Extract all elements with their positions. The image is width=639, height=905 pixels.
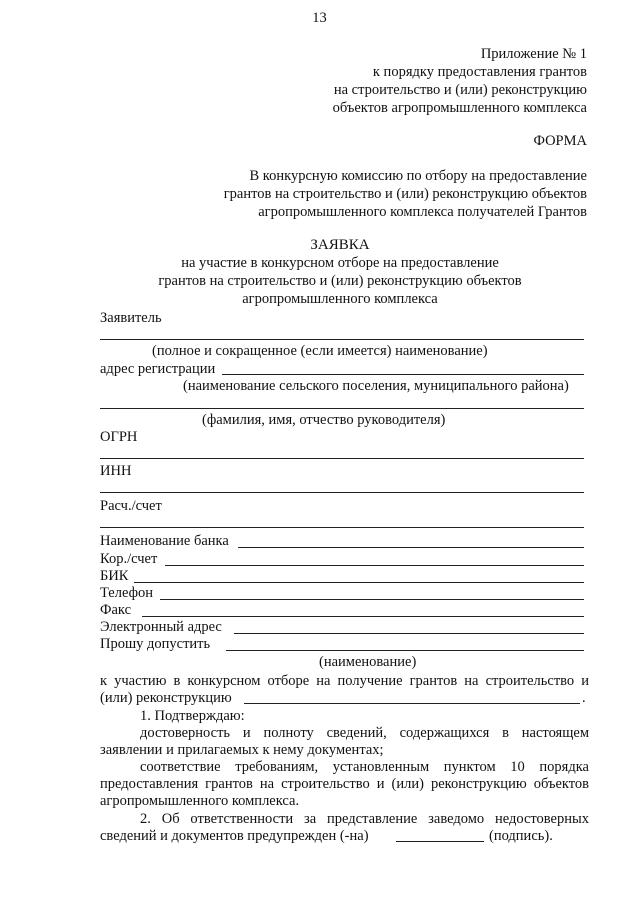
body-paragraph-line-1: к участию в конкурсном отборе на получение грантов на строительство и xyxy=(100,673,589,689)
bank-label: Наименование банка xyxy=(100,533,229,549)
applicant-hint: (полное и сокращенное (если имеется) наименование) xyxy=(152,343,488,359)
inn-label: ИНН xyxy=(100,463,132,479)
section-2-line-1: 2. Об ответственности за представление заведомо недостоверных xyxy=(140,811,589,827)
ogrn-label: ОГРН xyxy=(100,429,138,445)
body-paragraph-line-2: (или) реконструкцию xyxy=(100,690,232,706)
request-label: Прошу допустить xyxy=(100,636,211,652)
addressee-line-2: грантов на строительство и (или) реконструкцию объектов xyxy=(223,186,587,202)
account-label: Расч./счет xyxy=(100,498,162,514)
applicant-label: Заявитель xyxy=(100,310,162,326)
subtitle-line-3: агропромышленного комплекса xyxy=(242,291,438,307)
account-line[interactable] xyxy=(100,527,584,528)
appendix-header-line-3: на строительство и (или) реконструкцию xyxy=(333,82,587,98)
address-hint: (наименование сельского поселения, муниципального района) xyxy=(183,378,569,394)
address-label: адрес регистрации xyxy=(100,361,216,377)
section-1-heading: 1. Подтверждаю: xyxy=(140,708,245,724)
fax-label: Факс xyxy=(100,602,132,618)
inn-line[interactable] xyxy=(100,492,584,493)
fax-line[interactable] xyxy=(142,616,584,617)
appendix-header-line-1: Приложение № 1 xyxy=(480,46,587,62)
head-hint: (фамилия, имя, отчество руководителя) xyxy=(202,412,446,428)
appendix-header-line-4: объектов агропромышленного комплекса xyxy=(332,100,587,116)
form-label: ФОРМА xyxy=(533,133,587,149)
corr-account-line[interactable] xyxy=(165,565,584,566)
signature-hint: (подпись). xyxy=(489,828,553,844)
addressee-line-1: В конкурсную комиссию по отбору на предоставление xyxy=(249,168,587,184)
ogrn-line[interactable] xyxy=(100,458,584,459)
section-1-item-a-line-2: заявлении и прилагаемых к нему документах; xyxy=(100,742,384,758)
subtitle-line-2: грантов на строительство и (или) реконструкцию объектов xyxy=(158,273,522,289)
section-1-item-b-line-3: агропромышленного комплекса. xyxy=(100,793,300,809)
name-hint: (наименование) xyxy=(319,654,417,670)
request-line[interactable] xyxy=(226,650,584,651)
section-2-line-2: сведений и документов предупрежден (-на) xyxy=(100,828,369,844)
paragraph-end-dot: . xyxy=(582,690,586,706)
email-line[interactable] xyxy=(234,633,584,634)
reconstruction-object-line[interactable] xyxy=(244,703,580,704)
section-1-item-b-line-2: предоставления грантов на строительство и (или) реконструкцию объектов xyxy=(100,776,589,792)
bank-line[interactable] xyxy=(238,547,584,548)
page-number: 13 xyxy=(312,10,327,26)
appendix-header-line-2: к порядку предоставления грантов xyxy=(372,64,587,80)
email-label: Электронный адрес xyxy=(100,619,222,635)
phone-label: Телефон xyxy=(100,585,153,601)
addressee-line-3: агропромышленного комплекса получателей Грантов xyxy=(258,204,587,220)
bik-label: БИК xyxy=(100,568,129,584)
corr-account-label: Кор./счет xyxy=(100,551,158,567)
applicant-name-line[interactable] xyxy=(100,339,584,340)
section-1-item-b-line-1: соответствие требованиям, установленным пунктом 10 порядка xyxy=(140,759,589,775)
bik-line[interactable] xyxy=(134,582,584,583)
phone-line[interactable] xyxy=(160,599,584,600)
head-name-line[interactable] xyxy=(100,408,584,409)
subtitle-line-1: на участие в конкурсном отборе на предоставление xyxy=(181,255,499,271)
address-line[interactable] xyxy=(222,374,584,375)
signature-line[interactable] xyxy=(396,841,484,842)
document-title: ЗАЯВКА xyxy=(310,237,370,253)
section-1-item-a-line-1: достоверность и полноту сведений, содержащихся в настоящем xyxy=(140,725,589,741)
